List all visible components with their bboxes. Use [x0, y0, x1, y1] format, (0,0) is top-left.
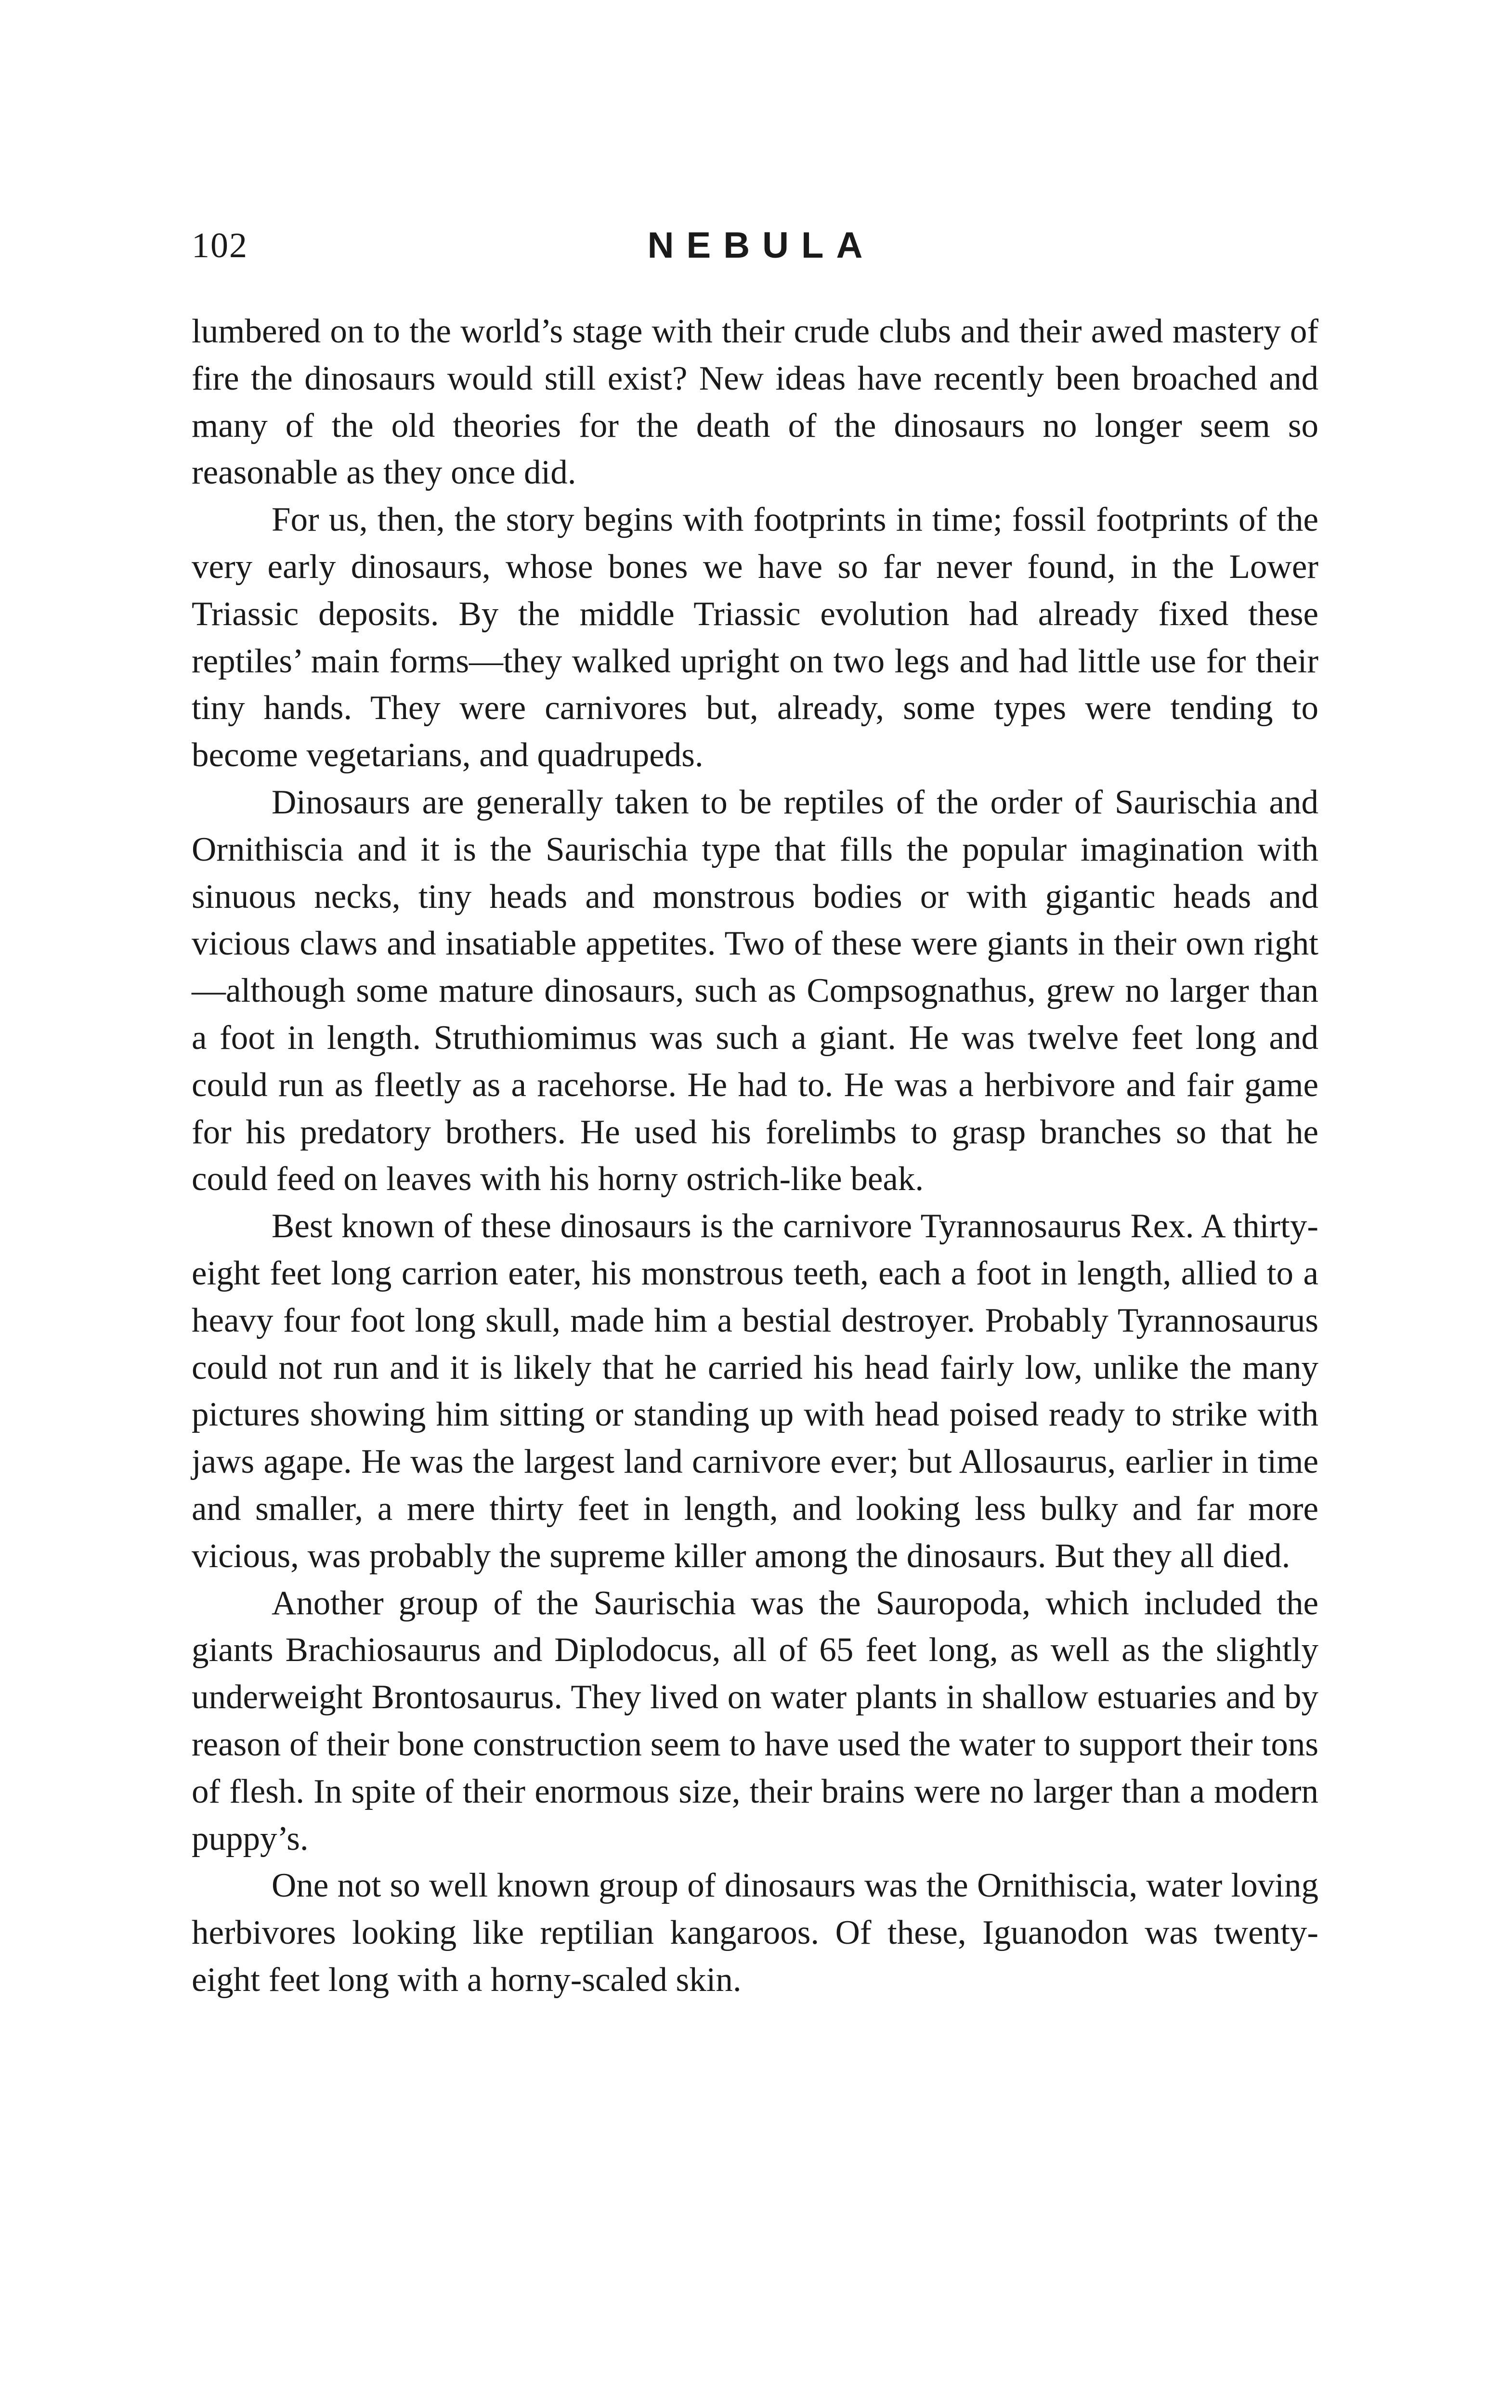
page-number: 102	[192, 226, 248, 265]
paragraph-1: lumbered on to the world’s stage with their crude clubs and their awed mastery of fire the dinosaurs would still exist? New ideas have recently been broached and many of the old theories for the death of the dinosaurs no longer seem so reasonable as they once did.	[192, 313, 1318, 492]
paragraph-5: Another group of the Saurischia was the Sauropoda, which included the giants Brachiosaurus and Diplodocus, all of 65 feet long, as well as the slightly underweight Brontosaurus. They lived on water plants in shallow estuaries and by reason of their bone construction seem to have used the water to support their tons of flesh. In spite of their enormous size, their brains were no larger than a modern puppy’s.	[192, 1584, 1318, 1858]
paragraph-6: One not so well known group of dinosaurs was the Ornithiscia, water loving herbivores looking like reptilian kangaroos. Of these, Iguanodon was twenty-eight feet long with a horny-scaled skin.	[192, 1867, 1318, 1999]
paragraph-4: Best known of these dinosaurs is the carnivore Tyrannosaurus Rex. A thirty-eight feet long carrion eater, his monstrous teeth, each a foot in length, allied to a heavy four foot long skull, made him a bestial destroyer. Probably Tyrannosaurus could not run and it is likely that he carried his head fairly low, unlike the many pictures showing him sitting or standing up with head poised ready to strike with jaws agape. He was the largest land carnivore ever; but Allosaurus, earlier in time and smaller, a mere thirty feet in length, and looking less bulky and far more vicious, was probably the supreme killer among the dinosaurs. But they all died.	[192, 1207, 1318, 1575]
running-title: NEBULA	[647, 225, 875, 266]
paragraph-3: Dinosaurs are generally taken to be reptiles of the order of Saurischia and Ornithiscia and it is the Saurischia type that fills the popular imagination with sinuous necks, tiny heads and monstrous bodies or with gigantic heads and vicious claws and insatiable appetites. Two of these were giants in their own right—although some mature dinosaurs, such as Compsognathus, grew no larger than a foot in length. Struthiomimus was such a giant. He was twelve feet long and could run as fleetly as a racehorse. He had to. He was a herbivore and fair game for his predatory brothers. He used his forelimbs to grasp branches so that he could feed on leaves with his horny ostrich-like beak.	[192, 783, 1318, 1198]
running-head	[192, 219, 1318, 272]
paragraph-2: For us, then, the story begins with footprints in time; fossil footprints of the very early dinosaurs, whose bones we have so far never found, in the Lower Triassic deposits. By the middle Triassic evolution had already fixed these reptiles’ main forms—they walked upright on two legs and had little use for their tiny hands. They were carnivores but, already, some types were tending to become vegetarians, and quadrupeds.	[192, 501, 1318, 774]
body-text	[192, 308, 1318, 2004]
